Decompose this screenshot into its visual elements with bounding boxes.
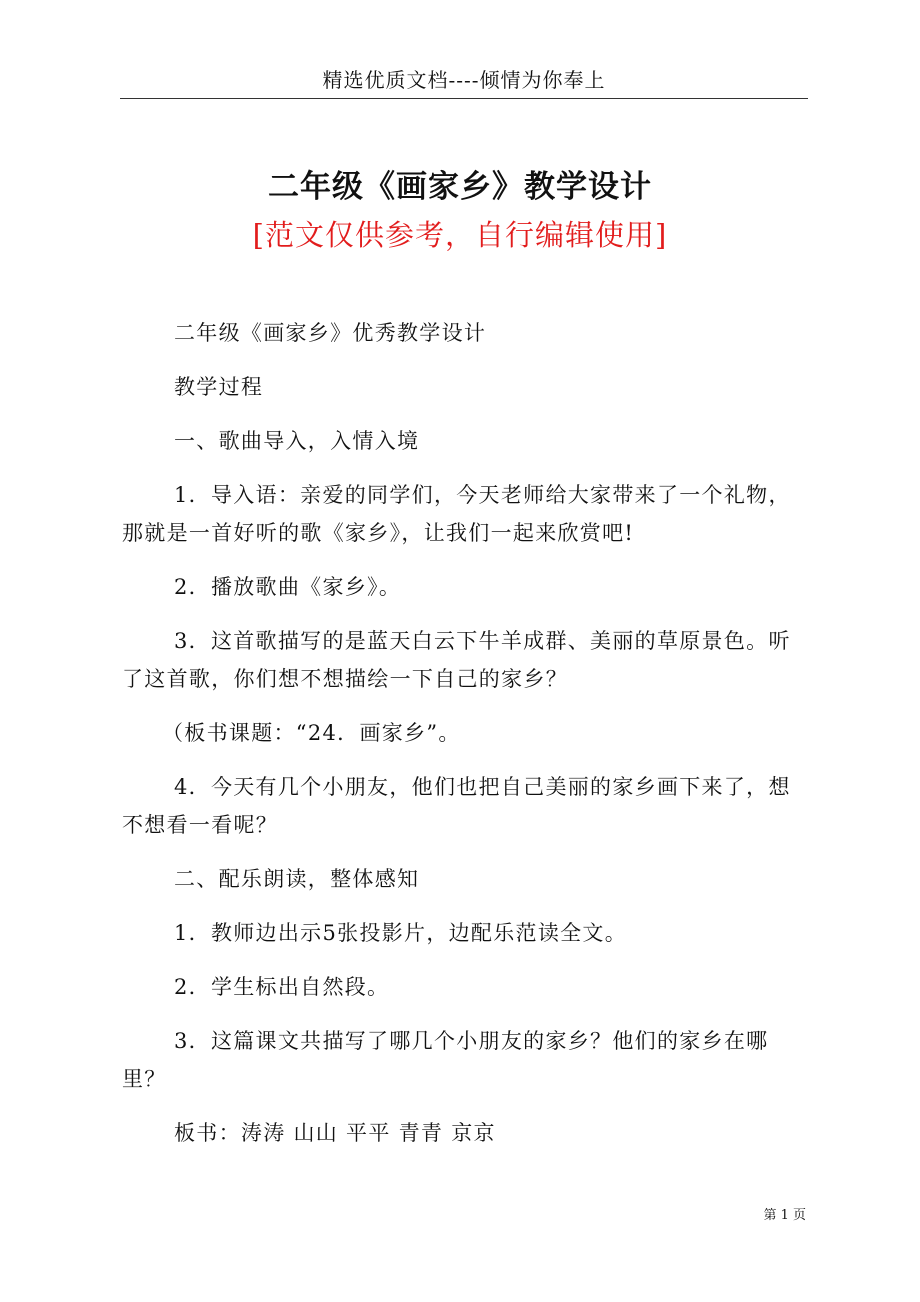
paragraph: 2．播放歌曲《家乡》。 <box>174 575 402 599</box>
header-divider <box>120 98 808 99</box>
paragraph: 板书：涛涛 山山 平平 青青 京京 <box>174 1121 496 1145</box>
paragraph: 2．学生标出自然段。 <box>174 975 390 999</box>
paragraph: 3．这首歌描写的是蓝天白云下牛羊成群、美丽的草原景色。听了这首歌，你们想不想描绘一下自己的家乡？ <box>122 629 791 691</box>
page-header: 精选优质文档----倾情为你奉上 <box>322 68 606 92</box>
document-title: 二年级《画家乡》教学设计 <box>268 169 652 205</box>
paragraph: 二、配乐朗读，整体感知 <box>174 867 420 891</box>
paragraph: 1．导入语：亲爱的同学们，今天老师给大家带来了一个礼物，那就是一首好听的歌《家乡》，让我们一起来欣赏吧! <box>122 483 791 545</box>
document-body <box>122 314 810 1168</box>
paragraph: 教学过程 <box>174 375 264 399</box>
paragraph: 二年级《画家乡》优秀教学设计 <box>174 321 487 345</box>
paragraph: 4．今天有几个小朋友，他们也把自己美丽的家乡画下来了，想不想看一看呢？ <box>122 775 791 837</box>
paragraph: 1．教师边出示5张投影片，边配乐范读全文。 <box>174 921 628 945</box>
document-subtitle: [范文仅供参考，自行编辑使用] <box>252 218 668 252</box>
page-number: 第 1 页 <box>763 1208 806 1223</box>
paragraph: （板书课题：“24．画家乡”。 <box>162 721 461 745</box>
paragraph: 一、歌曲导入，入情入境 <box>174 429 420 453</box>
paragraph: 3．这篇课文共描写了哪几个小朋友的家乡？他们的家乡在哪里？ <box>122 1029 769 1091</box>
